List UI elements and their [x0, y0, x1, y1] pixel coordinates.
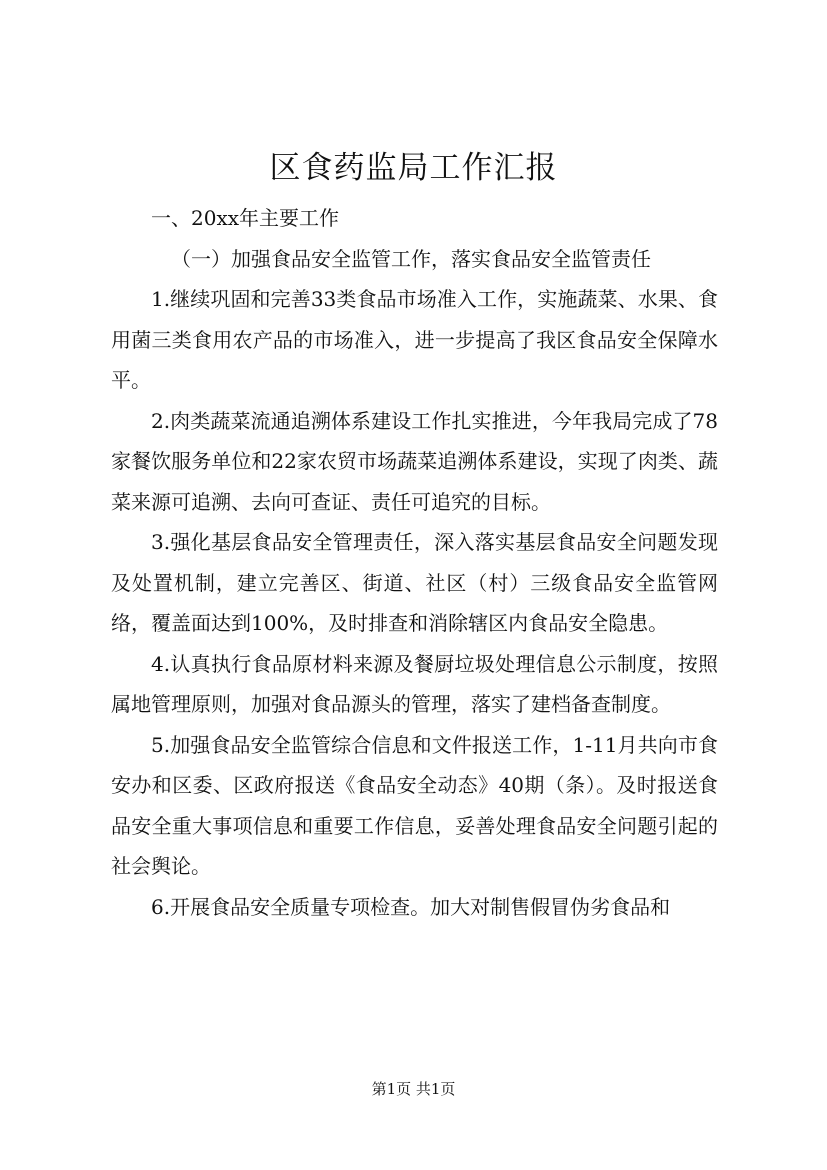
document-title: 区食药监局工作汇报 — [269, 150, 558, 186]
paragraph-6: 6.开展食品安全质量专项检查。加大对制售假冒伪劣食品和 — [151, 894, 671, 919]
page-footer: 第1页 共1页 — [371, 1080, 456, 1098]
paragraph-5: 5.加强食品安全监管综合信息和文件报送工作，1-11月共向市食安办和区委、区政府报送《食品安全动态》40期（条）。及时报送食品安全重大事项信息和重要工作信息，妥善处理食品安全问题引起的社会舆论。 — [111, 732, 718, 878]
paragraph-1: 1.继续巩固和完善33类食品市场准入工作，实施蔬菜、水果、食用菌三类食用农产品的市场准入，进一步提高了我区食品安全保障水平。 — [111, 287, 718, 392]
paragraph-4: 4.认真执行食品原材料来源及餐厨垃圾处理信息公示制度，按照属地管理原则，加强对食品源头的管理，落实了建档备查制度。 — [111, 651, 718, 716]
section-heading: 一、20xx年主要工作 — [151, 206, 340, 230]
subsection-heading: （一）加强食品安全监管工作，落实食品安全监管责任 — [171, 246, 651, 271]
document-body — [111, 198, 718, 927]
paragraph-2: 2.肉类蔬菜流通追溯体系建设工作扎实推进，今年我局完成了78家餐饮服务单位和22家农贸市场蔬菜追溯体系建设，实现了肉类、蔬菜来源可追溯、去向可查证、责任可追究的目标。 — [111, 408, 718, 514]
paragraph-3: 3.强化基层食品安全管理责任，深入落实基层食品安全问题发现及处置机制，建立完善区、街道、社区（村）三级食品安全监管网络，覆盖面达到100%，及时排查和消除辖区内食品安全隐患。 — [111, 530, 718, 635]
